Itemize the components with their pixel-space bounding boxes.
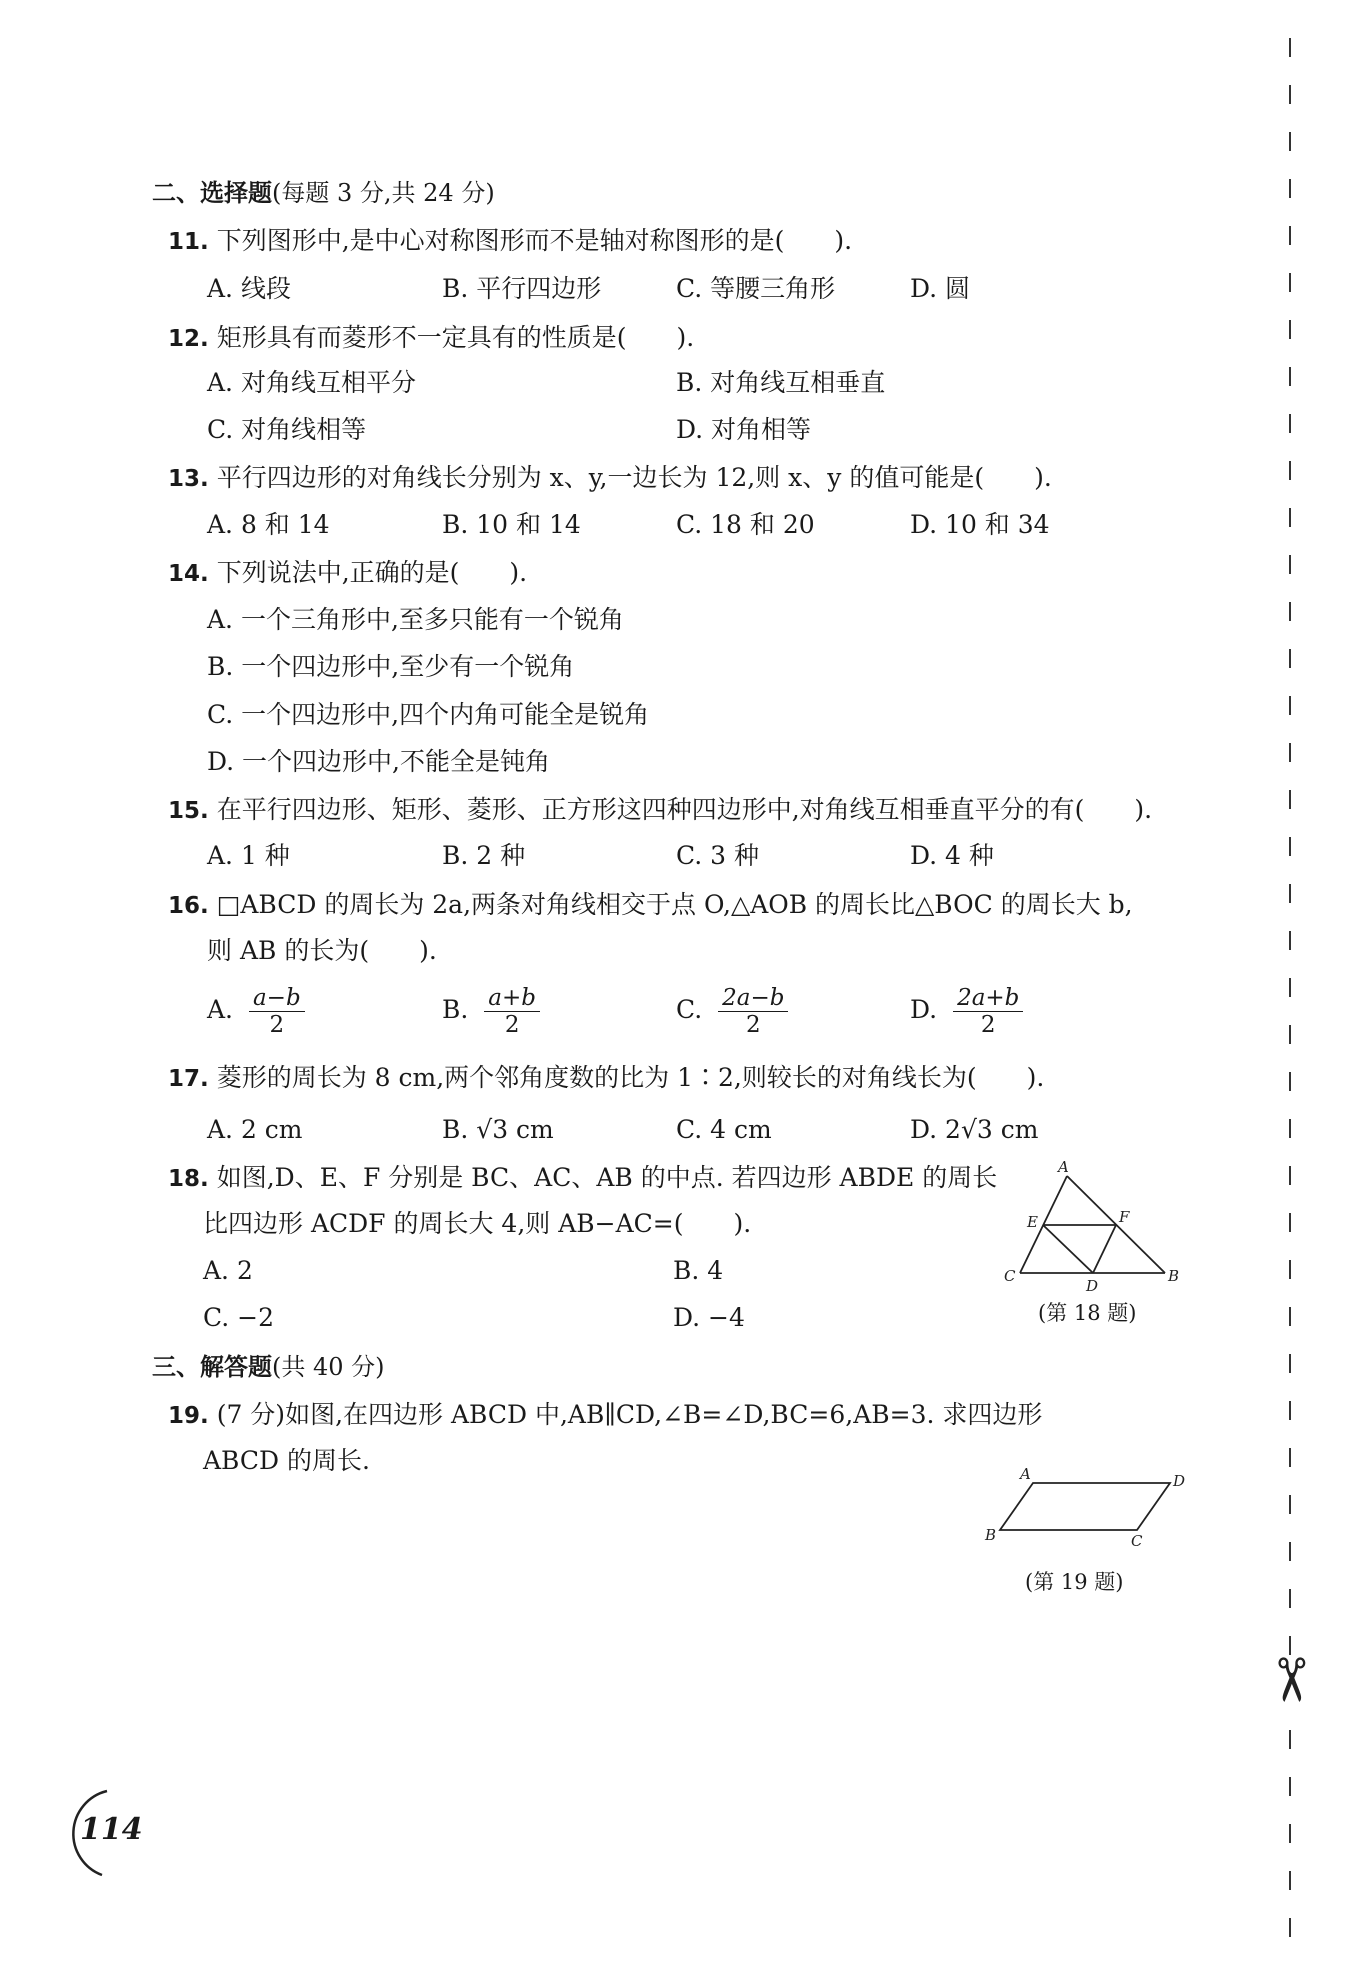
question-17-stem [168, 1062, 1044, 1095]
cut-line-dash [1289, 790, 1291, 809]
vertex-label: A [1020, 1465, 1031, 1483]
fraction [953, 985, 1023, 1038]
cut-line-dash [1289, 226, 1291, 245]
question-number: 16. [168, 893, 209, 919]
cut-line-dash [1289, 1072, 1291, 1091]
option-b [442, 985, 540, 1038]
cut-line-dash [1289, 1495, 1291, 1514]
vertex-label: E [1027, 1213, 1038, 1231]
cut-line-dash [1289, 1166, 1291, 1185]
option-c: C. −2 [203, 1303, 274, 1332]
cut-line-dash [1289, 1918, 1291, 1937]
cut-line-dash [1289, 320, 1291, 339]
question-text: 下列说法中,正确的是( ). [216, 558, 528, 587]
cut-line-dash [1289, 1448, 1291, 1467]
option-a: A. 1 种 [207, 841, 290, 870]
segment-fd [1093, 1225, 1116, 1273]
section-heading [152, 177, 495, 209]
option-c: C. 对角线相等 [207, 415, 367, 444]
fraction [484, 985, 540, 1038]
figure-19-caption: (第 19 题) [1025, 1570, 1124, 1594]
cut-line-dash [1289, 1542, 1291, 1561]
figure-18-caption: (第 18 题) [1038, 1301, 1137, 1325]
option-a [207, 985, 305, 1038]
segment-ed [1043, 1225, 1093, 1273]
figure-19-parallelogram [975, 1463, 1195, 1548]
question-number: 13. [168, 466, 209, 492]
question-number: 15. [168, 798, 209, 824]
cut-line-dash [1289, 508, 1291, 527]
cut-line-dash [1289, 743, 1291, 762]
parallelogram-abcd [1000, 1483, 1170, 1530]
question-18-stem [168, 1162, 997, 1195]
cut-line-dash [1289, 367, 1291, 386]
option-a: A. 2 [203, 1256, 253, 1285]
section-note: (每题 3 分,共 24 分) [272, 179, 495, 207]
question-12-stem [168, 322, 694, 355]
option-a: A. 线段 [207, 274, 291, 303]
option-letter: B. [442, 995, 469, 1024]
option-c: C. 4 cm [676, 1115, 772, 1144]
option-a: A. 对角线互相平分 [207, 368, 416, 397]
numerator: 2a−b [718, 985, 788, 1012]
numerator: a+b [484, 985, 540, 1012]
cut-line-dash [1289, 602, 1291, 621]
denominator: 2 [504, 1012, 520, 1038]
question-text: 如图,D、E、F 分别是 BC、AC、AB 的中点. 若四边形 ABDE 的周长 [216, 1163, 998, 1192]
section-title: 二、选择题 [152, 179, 272, 207]
option-c: C. 一个四边形中,四个内角可能全是锐角 [207, 700, 650, 729]
option-d: D. 一个四边形中,不能全是钝角 [207, 747, 550, 776]
cut-line-dash [1289, 884, 1291, 903]
option-b: B. 2 种 [442, 841, 526, 870]
cut-line-dash [1289, 1730, 1291, 1749]
question-number: 17. [168, 1066, 209, 1092]
section-title: 三、解答题 [152, 1353, 272, 1381]
question-text: 在平行四边形、矩形、菱形、正方形这四种四边形中,对角线互相垂直平分的有( ). [216, 795, 1153, 824]
page-number: 114 [80, 1812, 143, 1847]
option-d: D. 2√3 cm [910, 1115, 1039, 1144]
option-b: B. 平行四边形 [442, 274, 602, 303]
question-text: 下列图形中,是中心对称图形而不是轴对称图形的是( ). [216, 226, 853, 255]
vertex-label: D [1086, 1277, 1099, 1295]
option-a: A. 2 cm [207, 1115, 303, 1144]
question-16-stem [168, 889, 1133, 922]
option-c: C. 等腰三角形 [676, 274, 836, 303]
question-18-stem-line2: 比四边形 ACDF 的周长大 4,则 AB−AC=( ). [203, 1209, 752, 1238]
option-letter: A. [207, 995, 234, 1024]
question-text: 平行四边形的对角线长分别为 x、y,一边长为 12,则 x、y 的值可能是( ). [216, 463, 1052, 492]
option-c: C. 3 种 [676, 841, 759, 870]
vertex-label: B [1168, 1267, 1180, 1285]
cut-line-dash [1289, 414, 1291, 433]
denominator: 2 [980, 1012, 996, 1038]
cut-line-dash [1289, 1213, 1291, 1232]
question-number: 12. [168, 326, 209, 352]
option-d: D. 10 和 34 [910, 510, 1050, 539]
cut-line-dash [1289, 38, 1291, 57]
question-number: 11. [168, 229, 209, 255]
option-b: B. 10 和 14 [442, 510, 581, 539]
cut-line-dash [1289, 696, 1291, 715]
cut-line-dash [1289, 132, 1291, 151]
vertex-label: C [1004, 1267, 1016, 1285]
numerator: a−b [249, 985, 305, 1012]
option-a: A. 一个三角形中,至多只能有一个锐角 [207, 605, 624, 634]
option-c: C. 18 和 20 [676, 510, 815, 539]
option-a: A. 8 和 14 [207, 510, 330, 539]
option-d: D. 圆 [910, 274, 971, 303]
figure-18-triangle [990, 1160, 1190, 1300]
cut-line-dash [1289, 1119, 1291, 1138]
option-b: B. 对角线互相垂直 [676, 368, 886, 397]
cut-line-dash [1289, 1871, 1291, 1890]
scissors-icon: ✂ [1255, 1654, 1326, 1706]
cut-line-dash [1289, 649, 1291, 668]
vertex-label: D [1173, 1472, 1186, 1490]
question-13-stem [168, 462, 1052, 495]
cut-line-dash [1289, 1354, 1291, 1373]
option-b: B. 4 [673, 1256, 724, 1285]
question-19-stem-line2: ABCD 的周长. [203, 1446, 370, 1475]
vertex-label: A [1058, 1160, 1069, 1176]
question-number: 19. [168, 1403, 209, 1429]
cut-line-dash [1289, 1307, 1291, 1326]
denominator: 2 [745, 1012, 761, 1038]
cut-line-dash [1289, 1636, 1291, 1655]
denominator: 2 [269, 1012, 285, 1038]
fraction [718, 985, 788, 1038]
option-b: B. 一个四边形中,至少有一个锐角 [207, 652, 575, 681]
question-number: 14. [168, 561, 209, 587]
cut-line-dash [1289, 273, 1291, 292]
question-text: (7 分)如图,在四边形 ABCD 中,AB∥CD,∠B=∠D,BC=6,AB=3. 求四边形 [216, 1400, 1043, 1429]
option-d [910, 985, 1023, 1038]
option-d: D. 对角相等 [676, 415, 812, 444]
question-number: 18. [168, 1166, 209, 1192]
option-d: D. 4 种 [910, 841, 994, 870]
question-text: 矩形具有而菱形不一定具有的性质是( ). [216, 323, 695, 352]
option-b: B. √3 cm [442, 1115, 554, 1144]
question-16-stem-line2: 则 AB 的长为( ). [207, 936, 437, 965]
vertex-label: C [1131, 1532, 1143, 1548]
fraction [249, 985, 305, 1038]
cut-line-dash [1289, 461, 1291, 480]
numerator: 2a+b [953, 985, 1023, 1012]
cut-line-dash [1289, 1025, 1291, 1044]
cut-line-dash [1289, 1260, 1291, 1279]
section-note: (共 40 分) [272, 1353, 385, 1381]
cut-line-dash [1289, 85, 1291, 104]
option-letter: D. [910, 995, 938, 1024]
cut-line-dash [1289, 1824, 1291, 1843]
option-letter: C. [676, 995, 703, 1024]
cut-line-dash [1289, 1589, 1291, 1608]
question-11-stem [168, 225, 852, 258]
cut-line-dash [1289, 931, 1291, 950]
cut-line-dash [1289, 837, 1291, 856]
question-text: 菱形的周长为 8 cm,两个邻角度数的比为 1∶2,则较长的对角线长为( ). [216, 1063, 1045, 1092]
cut-line-dash [1289, 978, 1291, 997]
cut-line-dash [1289, 555, 1291, 574]
question-15-stem [168, 794, 1152, 827]
question-text: □ABCD 的周长为 2a,两条对角线相交于点 O,△AOB 的周长比△BOC 的周长大 b, [216, 890, 1133, 919]
option-d: D. −4 [673, 1303, 745, 1332]
cut-line-dash [1289, 1401, 1291, 1420]
cut-line-dash [1289, 1777, 1291, 1796]
question-14-stem [168, 557, 527, 590]
vertex-label: F [1119, 1208, 1130, 1226]
section-heading [152, 1351, 385, 1383]
cut-line-dash [1289, 179, 1291, 198]
question-19-stem [168, 1399, 1042, 1432]
vertex-label: B [985, 1526, 997, 1544]
option-c [676, 985, 788, 1038]
